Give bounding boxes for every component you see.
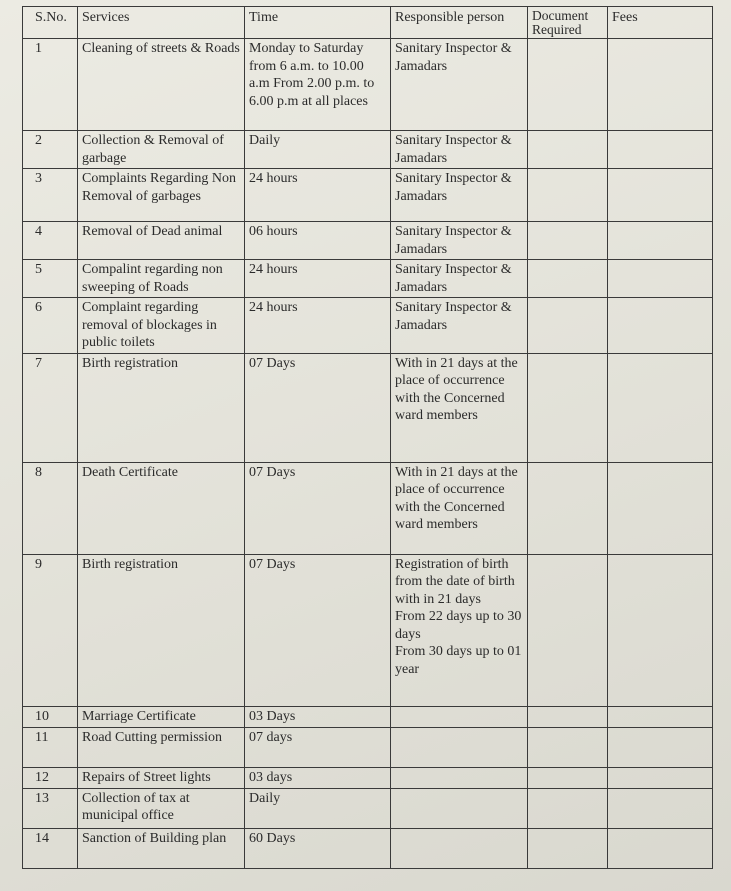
- cell-time: 24 hours: [245, 298, 391, 354]
- cell-document: [528, 462, 608, 554]
- table-row: [23, 788, 713, 828]
- table-row: [23, 131, 713, 169]
- cell-responsible: With in 21 days at the place of occurrence with the Concerned ward members: [391, 353, 528, 462]
- cell-sno: 5: [23, 260, 78, 298]
- cell-sno: 3: [23, 169, 78, 222]
- cell-responsible: Sanitary Inspector & Jamadars: [391, 222, 528, 260]
- cell-document: [528, 169, 608, 222]
- cell-sno: 12: [23, 767, 78, 788]
- responsible-line-3: From 30 days up to 01 year: [395, 644, 522, 677]
- cell-document: [528, 353, 608, 462]
- cell-service: Road Cutting permission: [78, 727, 245, 767]
- table-row: [23, 222, 713, 260]
- cell-time: 07 Days: [245, 462, 391, 554]
- table-row: [23, 767, 713, 788]
- cell-time: Monday to Saturday from 6 a.m. to 10.00 a.m From 2.00 p.m. to 6.00 p.m at all places: [245, 39, 391, 131]
- cell-document: [528, 706, 608, 727]
- responsible-line-2: From 22 days up to 30 days: [395, 609, 522, 642]
- cell-service: Complaint regarding removal of blockages in public toilets: [78, 298, 245, 354]
- table-row: [23, 260, 713, 298]
- cell-service: Birth registration: [78, 554, 245, 706]
- cell-fees: [608, 222, 713, 260]
- cell-document: [528, 131, 608, 169]
- cell-responsible: [391, 554, 528, 706]
- cell-sno: 6: [23, 298, 78, 354]
- cell-sno: 8: [23, 462, 78, 554]
- cell-document: [528, 298, 608, 354]
- cell-time: Daily: [245, 131, 391, 169]
- cell-time: 03 days: [245, 767, 391, 788]
- cell-service: Cleaning of streets & Roads: [78, 39, 245, 131]
- cell-fees: [608, 554, 713, 706]
- cell-fees: [608, 788, 713, 828]
- cell-fees: [608, 169, 713, 222]
- cell-responsible: Sanitary Inspector & Jamadars: [391, 39, 528, 131]
- cell-fees: [608, 727, 713, 767]
- cell-document: [528, 828, 608, 868]
- cell-responsible: Sanitary Inspector & Jamadars: [391, 169, 528, 222]
- responsible-line-1: Registration of birth from the date of birth with in 21 days: [395, 556, 515, 607]
- cell-time: 60 Days: [245, 828, 391, 868]
- cell-time: 07 days: [245, 727, 391, 767]
- table-row: [23, 727, 713, 767]
- table-row: [23, 298, 713, 354]
- cell-fees: [608, 767, 713, 788]
- cell-responsible: [391, 828, 528, 868]
- cell-responsible: [391, 767, 528, 788]
- cell-document: [528, 727, 608, 767]
- table-row: [23, 353, 713, 462]
- cell-document: [528, 788, 608, 828]
- header-time: Time: [245, 7, 391, 39]
- cell-service: Marriage Certificate: [78, 706, 245, 727]
- cell-sno: 14: [23, 828, 78, 868]
- cell-fees: [608, 353, 713, 462]
- cell-document: [528, 260, 608, 298]
- cell-fees: [608, 131, 713, 169]
- cell-time: 24 hours: [245, 169, 391, 222]
- cell-time: 07 Days: [245, 353, 391, 462]
- cell-fees: [608, 260, 713, 298]
- cell-service: Birth registration: [78, 353, 245, 462]
- cell-service: Collection of tax at municipal office: [78, 788, 245, 828]
- cell-fees: [608, 39, 713, 131]
- cell-time: 03 Days: [245, 706, 391, 727]
- cell-document: [528, 222, 608, 260]
- cell-service: Sanction of Building plan: [78, 828, 245, 868]
- table-row: [23, 462, 713, 554]
- cell-service: Removal of Dead animal: [78, 222, 245, 260]
- cell-service: Death Certificate: [78, 462, 245, 554]
- table-row: [23, 39, 713, 131]
- cell-fees: [608, 706, 713, 727]
- cell-sno: 13: [23, 788, 78, 828]
- cell-document: [528, 554, 608, 706]
- cell-sno: 2: [23, 131, 78, 169]
- cell-document: [528, 767, 608, 788]
- cell-responsible: [391, 706, 528, 727]
- table-row: [23, 706, 713, 727]
- cell-time: 24 hours: [245, 260, 391, 298]
- cell-service: Complaints Regarding Non Removal of garbages: [78, 169, 245, 222]
- cell-sno: 1: [23, 39, 78, 131]
- header-services: Services: [78, 7, 245, 39]
- header-row: [23, 7, 713, 39]
- cell-sno: 7: [23, 353, 78, 462]
- header-responsible: Responsible person: [391, 7, 528, 39]
- cell-service: Compalint regarding non sweeping of Roads: [78, 260, 245, 298]
- cell-service: Repairs of Street lights: [78, 767, 245, 788]
- cell-responsible: [391, 727, 528, 767]
- header-document: Document Required: [528, 7, 608, 39]
- cell-responsible: Sanitary Inspector & Jamadars: [391, 260, 528, 298]
- services-table: [22, 6, 713, 869]
- cell-time: 07 Days: [245, 554, 391, 706]
- cell-document: [528, 39, 608, 131]
- cell-fees: [608, 298, 713, 354]
- cell-responsible: [391, 788, 528, 828]
- cell-service: Collection & Removal of garbage: [78, 131, 245, 169]
- table-row: [23, 169, 713, 222]
- cell-time: Daily: [245, 788, 391, 828]
- cell-responsible: Sanitary Inspector & Jamadars: [391, 131, 528, 169]
- table-row: [23, 828, 713, 868]
- table-row: [23, 554, 713, 706]
- cell-sno: 10: [23, 706, 78, 727]
- cell-fees: [608, 828, 713, 868]
- header-fees: Fees: [608, 7, 713, 39]
- cell-sno: 9: [23, 554, 78, 706]
- cell-responsible: With in 21 days at the place of occurrence with the Concerned ward members: [391, 462, 528, 554]
- header-sno: S.No.: [23, 7, 78, 39]
- cell-fees: [608, 462, 713, 554]
- cell-responsible: Sanitary Inspector & Jamadars: [391, 298, 528, 354]
- cell-sno: 4: [23, 222, 78, 260]
- cell-time: 06 hours: [245, 222, 391, 260]
- cell-sno: 11: [23, 727, 78, 767]
